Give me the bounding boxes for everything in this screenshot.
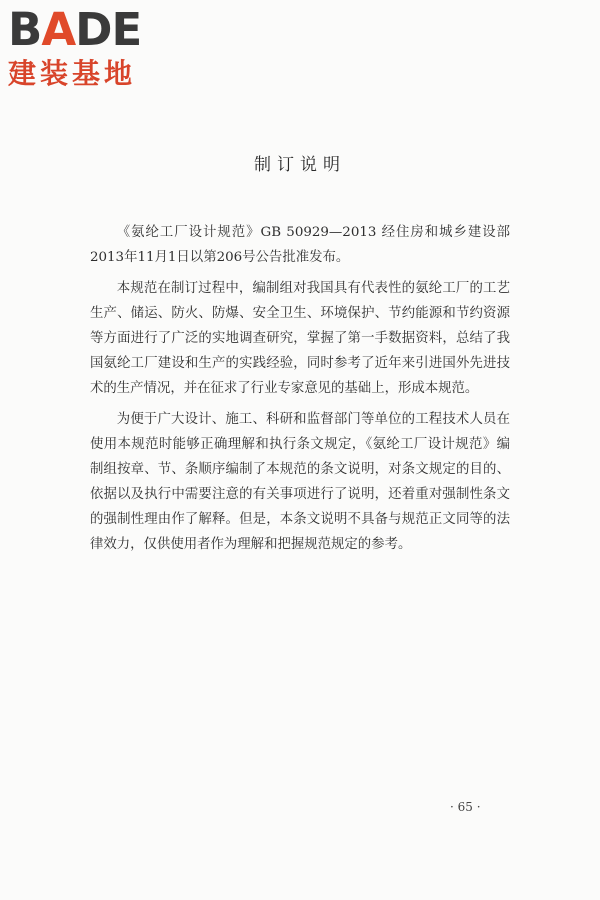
paragraph-1: 《氨纶工厂设计规范》GB 50929—2013 经住房和城乡建设部2013年11月1日以第206号公告批准发布。 (90, 225, 510, 265)
logo-subtitle: 建装基地 (8, 57, 137, 90)
logo-letters-de: DE (75, 3, 142, 56)
page-title: 制订说明 (254, 155, 346, 175)
page-number: · 65 · (450, 800, 481, 814)
bade-logo (8, 3, 178, 98)
paragraph-2: 本规范在制订过程中，编制组对我国具有代表性的氨纶工厂的工艺生产、储运、防火、防爆、安全卫生、环境保护、节约能源和节约资源等方面进行了广泛的实地调查研究，掌握了第一手数据资料，总结了我国氨纶工厂建设和生产的实践经验，同时参考了近年来引进国外先进技术的生产情况，并在征求了行业专家意见的基础上，形成本规范。 (90, 281, 510, 396)
paragraph-3: 为便于广大设计、施工、科研和监督部门等单位的工程技术人员在使用本规范时能够正确理解和执行条文规定，《氨纶工厂设计规范》编制组按章、节、条顺序编制了本规范的条文说明，对条文规定的目的、依据以及执行中需要注意的有关事项进行了说明，还着重对强制性条文的强制性理由作了解释。但是，本条文说明不具备与规范正文同等的法律效力，仅供使用者作为理解和把握规范规定的参考。 (90, 412, 510, 552)
logo-letter-a: A (41, 3, 76, 56)
body-text (90, 220, 510, 563)
logo-letter-b: B (8, 3, 42, 56)
logo-wordmark (8, 3, 178, 56)
